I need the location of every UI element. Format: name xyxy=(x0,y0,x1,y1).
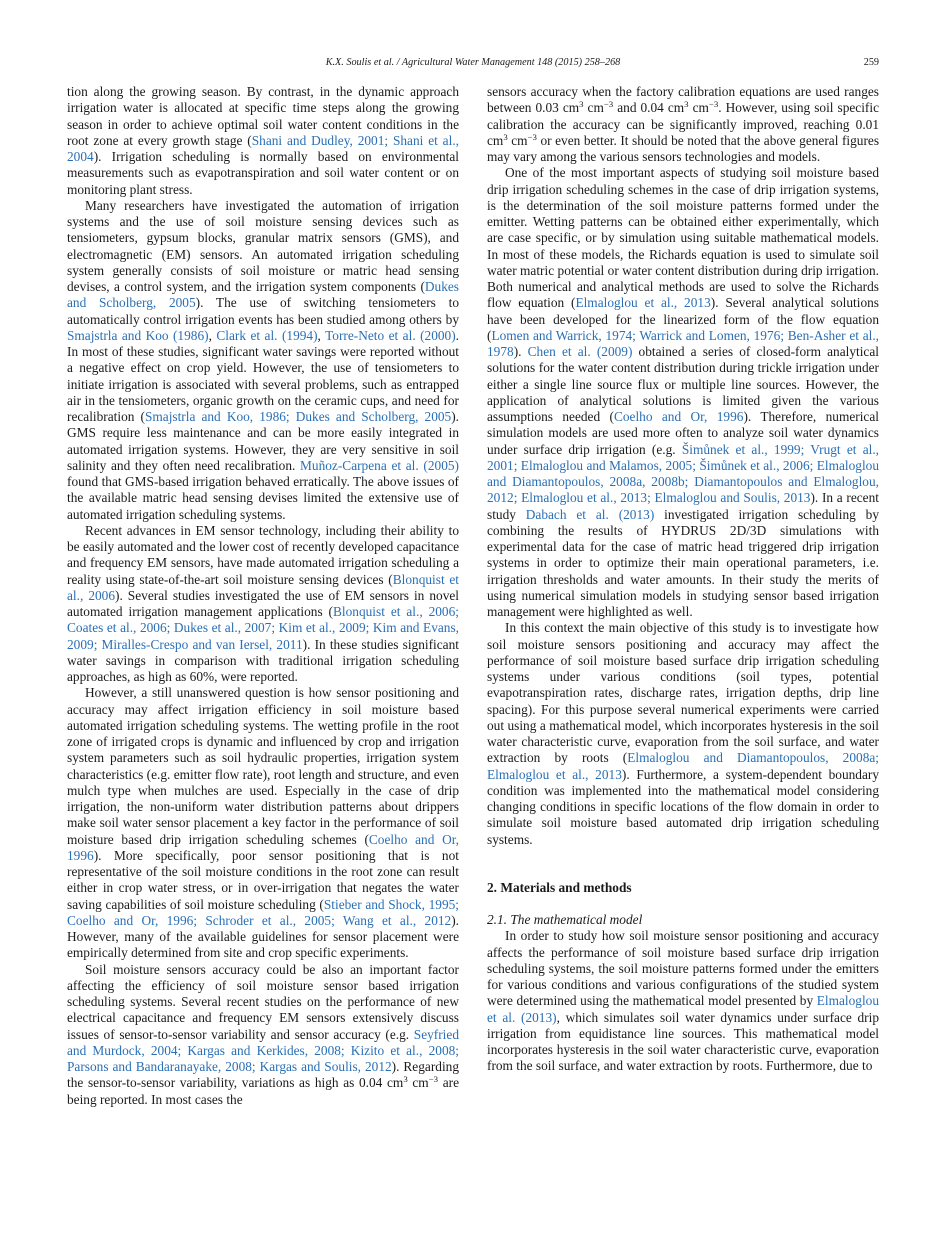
citation-link[interactable]: Clark et al. (1994) xyxy=(216,327,318,343)
page-number: 259 xyxy=(863,57,879,68)
subsection-heading: 2.1. The mathematical model xyxy=(487,912,643,927)
citation-link[interactable]: Chen et al. (2009) xyxy=(527,344,633,359)
citation-link[interactable]: Smajstrla and Koo, 1986; Dukes and Scholberg, 2005 xyxy=(144,409,452,424)
citation-link[interactable]: Torre-Neto et al. (2000) xyxy=(325,327,456,343)
paragraph: However, a still unanswered question is how sensor positioning and accuracy may affect irrigation efficiency in soil moisture based automated irrigation scheduling systems. The wetting profile in the root zone of irrigated crops is dynamic and influenced by crop and irrigation system parameters such as soil hydraulic properties, irrigation system characteristics (e.g. emitter flow rate), root length and structure, and even mulch type when mulches are used. Especially in the case of drip irrigation, the non-uniform water distribution patterns about drippers make soil water sensor placement a key factor in the performance of soil moisture based drip irrigation scheduling schemes (Coelho and Or, 1996). More specifically, poor sensor positioning that is not representative of the soil moisture conditions in the root zone can result either in crop water stress, or in over-irrigation that negates the water saving capabilities of soil moisture scheduling (Stieber and Shock, 1995; Coelho and Or, 1996; Schroder et al., 2005; Wang et al., 2012). However, many of the available guidelines for sensor placement were empirically determined from site and crop specific experiments. xyxy=(67,685,459,961)
paragraph: In this context the main objective of this study is to investigate how soil moisture sensors positioning and accuracy may affect the performance of soil moisture based surface drip irrigation scheduling systems under various conditions (soil types, potential evapotranspiration rates, discharge rates, irrigation depths, drip line spacing). For this purpose several numerical experiments were carried out using a mathematical model, which incorporates hysteresis in the soil water characteristic curve, evaporation from the soil surface, and water extraction by roots (Elmaloglou and Diamantopoulos, 2008a; Elmaloglou et al., 2013). Furthermore, a system-dependent boundary condition was implemented into the mathematical model considering changing conditions in specific locations of the flow domain in order to simulate soil moisture based automated drip irrigation scheduling systems. xyxy=(487,620,880,847)
right-column xyxy=(487,84,879,1075)
citation-link[interactable]: Lomen and Warrick, 1974; Warrick and Lomen, 1976; Ben-Asher et al., 1978 xyxy=(487,327,879,359)
paragraph: Many researchers have investigated the automation of irrigation systems and the use of soil moisture sensing devices such as tensiometers, gypsum blocks, granular matrix sensors (GMS), and electromagnetic (EM) sensors. An automated irrigation scheduling system generally consists of soil moisture or matric head sensing devises, a control system, and the irrigation system components (Dukes and Scholberg, 2005). The use of switching tensiometers to automatically control irrigation events has been studied among others by Smajstrla and Koo (1986), Clark et al. (1994), Torre-Neto et al. (2000). In most of these studies, significant water savings were reported without a negative effect on crop yield. However, the use of tensiometers to initiate irrigation is associated with several problems, such as entrapped air in the tensiometers, organic growth on the ceramic cups, and need for recalibration (Smajstrla and Koo, 1986; Dukes and Scholberg, 2005). GMS require less maintenance and can be more easily integrated in automated irrigation systems. However, they are very sensitive in soil salinity and they often need recalibration. Muñoz-Carpena et al. (2005) found that GMS-based irrigation behaved erratically. The above issues of the available matric head sensing devises limited the extensive use of automated irrigation scheduling systems. xyxy=(67,197,460,522)
paragraph: Recent advances in EM sensor technology, including their ability to be easily automated and the lower cost of recently developed capacitance and frequency EM sensors, have made automated irrigation scheduling a reality using state-of-the-art soil moisture sensing devices (Blonquist et al., 2006). Several studies investigated the use of EM sensors in novel automated irrigation management applications (Blonquist et al., 2006; Coates et al., 2006; Dukes et al., 2007; Kim et al., 2009; Kim and Evans, 2009; Miralles-Crespo and van Iersel, 2011). In these studies significant water savings in comparison with traditional irrigation scheduling approaches, as high as 60%, were reported. xyxy=(67,522,460,684)
citation-link[interactable]: Coelho and Or, 1996 xyxy=(67,831,459,863)
citation-link[interactable]: Elmaloglou et al. (2013) xyxy=(487,993,879,1025)
paragraph: In order to study how soil moisture sensor positioning and accuracy affects the performance of soil moisture based surface drip irrigation scheduling systems, the soil moisture patterns formed under the emitters for various conditions and various configurations of the studied system were determined using the mathematical model presented by Elmaloglou et al. (2013), which simulates soil water dynamics under surface drip irrigation from equidistance line sources. This mathematical model incorporates hysteresis in the soil water characteristic curve, evaporation from the soil surface, and water extraction by roots. Furthermore, due to xyxy=(487,928,879,1074)
section-heading: 2. Materials and methods xyxy=(487,879,632,895)
citation-link[interactable]: Elmaloglou et al., 2013 xyxy=(575,295,711,311)
citation-link[interactable]: Dukes and Scholberg, 2005 xyxy=(67,279,459,311)
citation-link[interactable]: Blonquist et al., 2006 xyxy=(67,571,459,603)
journal-citation: K.X. Soulis et al. / Agricultural Water Management 148 (2015) 258–268 xyxy=(325,57,621,68)
citation-link[interactable]: Coelho and Or, 1996 xyxy=(613,409,744,424)
left-column xyxy=(67,84,459,1108)
citation-link[interactable]: Smajstrla and Koo (1986) xyxy=(67,327,209,343)
citation-link[interactable]: Stieber and Shock, 1995; Coelho and Or, 1996; Schroder et al., 2005; Wang et al., 2012 xyxy=(67,896,459,928)
citation-link[interactable]: Dabach et al. (2013) xyxy=(525,506,655,522)
paragraph: Soil moisture sensors accuracy could be also an important factor affecting the efficiency of soil moisture sensor based irrigation scheduling systems. Several recent studies on the performance of new electrical capacitance and frequency EM sensors extensively discuss issues of sensor-to-sensor variability and sensor accuracy (e.g. Seyfried and Murdock, 2004; Kargas and Kerkides, 2008; Kizito et al., 2008; Parsons and Bandaranayake, 2008; Kargas and Soulis, 2012). Regarding the sensor-to-sensor variability, variations as high as 0.04 $cm^3$ $cm^{-3}$ are being reported. In most cases the xyxy=(67,961,460,1107)
citation-link[interactable]: Blonquist et al., 2006; Coates et al., 2006; Dukes et al., 2007; Kim et al., 2009; Kim and Evans, 2009; Miralles-Crespo and van Iersel, 2011 xyxy=(67,604,459,652)
citation-link[interactable]: Muñoz-Carpena et al. (2005) xyxy=(300,457,459,473)
paragraph: tion along the growing season. By contrast, in the dynamic approach irrigation water is allocated at specific time steps along the growing season in order to achieve optimal soil water content conditions in the root zone at every growth stage (Shani and Dudley, 2001; Shani et al., 2004). Irrigation scheduling is normally based on environmental measurements such as evapotranspiration and soil water content or on monitoring plant stress. xyxy=(67,84,459,197)
citation-link[interactable]: Shani and Dudley, 2001; Shani et al., 2004 xyxy=(67,132,459,164)
citation-link[interactable]: Elmaloglou and Diamantopoulos, 2008a; Elmaloglou et al., 2013 xyxy=(487,750,879,782)
paragraph: One of the most important aspects of studying soil moisture based drip irrigation scheduling schemes in the case of drip irrigation systems, is the determination of the soil moisture patterns formed under the emitter. Wetting patterns can be obtained either experimentally, which are case specific, or by simulation using suitable mathematical models. In most of these models, the Richards equation is used to simulate soil water matric potential or water content distribution during drip irrigation. Both numerical and analytical methods are used to solve the Richards flow equation (Elmaloglou et al., 2013). Several analytical solutions have been developed for the linearized form of the flow equation (Lomen and Warrick, 1974; Warrick and Lomen, 1976; Ben-Asher et al., 1978). Chen et al. (2009) obtained a series of closed-form analytical solutions for the water content distribution during trickle irrigation under either a single line source flux or multiple line sources. However, the application of analytical solutions is limited given the various assumptions needed (Coelho and Or, 1996). Therefore, numerical simulation models are used more often to analyze soil water dynamics under surface drip irrigation (e.g. Šimůnek et al., 1999; Vrugt et al., 2001; Elmaloglou and Malamos, 2005; Šimůnek et al., 2006; Elmaloglou and Diamantopoulos, 2008a, 2008b; Diamantopoulos and Elmaloglou, 2012; Elmaloglou et al., 2013; Elmaloglou and Soulis, 2013). In a recent study Dabach et al. (2013) investigated irrigation scheduling by combining the results of HYDRUS 2D/3D simulations with experimental data for the case of matric head triggered drip irrigation systems in order to optimize their main operational parameters, i.e. irrigation thresholds and water amounts. In their study the merits of using numerical simulation models in studying sensor based irrigation management were highlighted as well. xyxy=(487,165,880,619)
citation-link[interactable]: Seyfried and Murdock, 2004; Kargas and Kerkides, 2008; Kizito et al., 2008; Parsons and Bandaranayake, 2008; Kargas and Soulis, 2012 xyxy=(67,1026,459,1074)
paragraph: sensors accuracy when the factory calibration equations are used ranges between 0.03 $cm^3$ $cm^{-3}$ and 0.04 $cm^3$ $cm^{-3}$. However, using soil specific calibration the accuracy can be significantly improved, reaching 0.01 $cm^3$ $cm^{-3}$ or even better. It should be noted that the above general figures may vary among the various sensors technologies and models. xyxy=(487,84,880,164)
running-header xyxy=(67,56,879,70)
citation-link[interactable]: Šimůnek et al., 1999; Vrugt et al., 2001; Elmaloglou and Malamos, 2005; Šimůnek et al., 2006; Elmaloglou and Diamantopoulos, 2008a, 2008b; Diamantopoulos and Elmaloglou, 2012; Elmaloglou et al., 2013; Elmaloglou and Soulis, 2013 xyxy=(487,441,879,506)
